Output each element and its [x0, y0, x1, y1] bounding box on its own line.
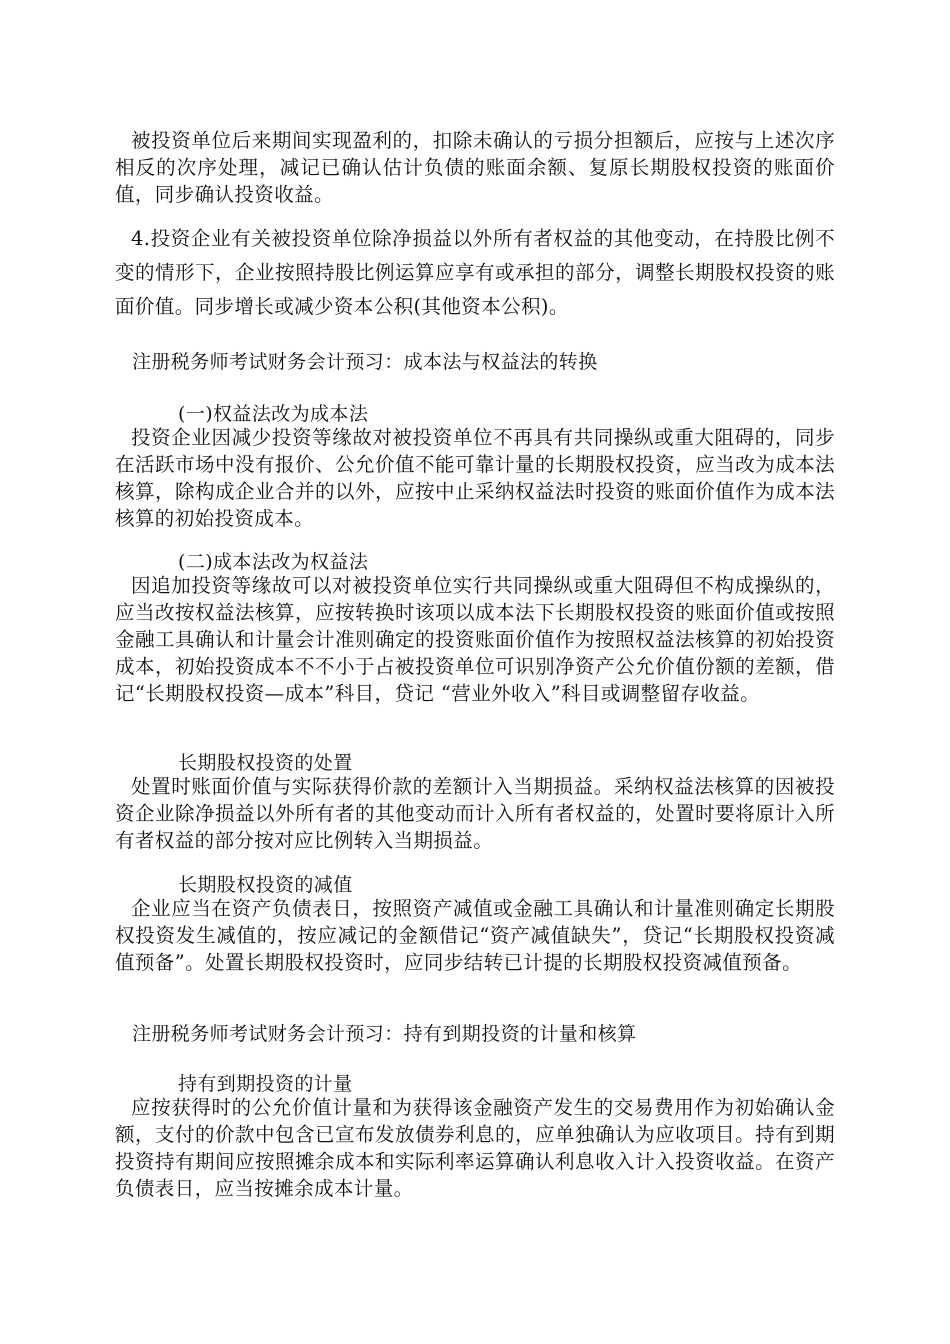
- subheading-disposal: 长期股权投资的处置: [178, 752, 353, 774]
- subheading-impairment: 长期股权投资的减值: [178, 874, 353, 896]
- paragraph-disposal: 处置时账面价值与实际获得价款的差额计入当期损益。采纳权益法核算的因被投资企业除净损益以外所有者的其他变动而计入所有者权益的，处置时要将原计入所有者权益的部分按对应比例转入当期损益。: [115, 775, 835, 852]
- paragraph-profit-recovery: 被投资单位后来期间实现盈利的，扣除未确认的亏损分担额后，应按与上述次序相反的次序处理，减记已确认估计负债的账面余额、复原长期股权投资的账面价值，同步确认投资收益。: [115, 129, 835, 206]
- paragraph-impairment: 企业应当在资产负债表日，按照资产减值或金融工具确认和计量准则确定长期股权投资发生减值的，按应减记的金额借记“资产减值缺失”，贷记“长期股权投资减值预备”。处置长期股权投资时，应同步结转已计提的长期股权投资减值预备。: [115, 897, 835, 974]
- subheading-cost-to-equity: (二)成本法改为权益法: [178, 551, 369, 573]
- section-heading-method-conversion: 注册税务师考试财务会计预习：成本法与权益法的转换: [132, 351, 598, 373]
- paragraph-equity-to-cost: 投资企业因减少投资等缘故对被投资单位不再具有共同操纵或重大阻碍的，同步在活跃市场中没有报价、公允价值不能可靠计量的长期股权投资，应当改为成本法核算，除构成企业合并的以外，应按中止采纳权益法时投资的账面价值作为成本法核算的初始投资成本。: [115, 426, 835, 530]
- section-heading-held-to-maturity: 注册税务师考试财务会计预习：持有到期投资的计量和核算: [132, 1023, 637, 1045]
- subheading-equity-to-cost: (一)权益法改为成本法: [178, 403, 369, 425]
- paragraph-htm-measurement: 应按获得时的公允价值计量和为获得该金融资产发生的交易费用作为初始确认金额，支付的价款中包含已宣布发放债券利息的，应单独确认为应收项目。持有到期投资持有期间应按照摊余成本和实际利率运算确认利息收入计入投资收益。在资产负债表日，应当按摊余成本计量。: [115, 1096, 835, 1200]
- subheading-htm-measurement: 持有到期投资的计量: [178, 1073, 353, 1095]
- paragraph-cost-to-equity: 因追加投资等缘故可以对被投资单位实行共同操纵或重大阻碍但不构成操纵的，应当改按权益法核算，应按转换时该项以成本法下长期股权投资的账面价值或按照金融工具确认和计量会计准则确定的投资账面价值作为按照权益法核算的初始投资成本，初始投资成本不不小于占被投资单位可识别净资产公允价值份额的差额，借记“长期股权投资—成本”科目，贷记 “营业外收入”科目或调整留存收益。: [115, 574, 835, 705]
- paragraph-equity-changes: 4.投资企业有关被投资单位除净损益以外所有者权益的其他变动，在持股比例不变的情形下，企业按照持股比例运算应享有或承担的部分，调整长期股权投资的账面价值。同步增长或减少资本公积(其他资本公积)。: [115, 227, 835, 318]
